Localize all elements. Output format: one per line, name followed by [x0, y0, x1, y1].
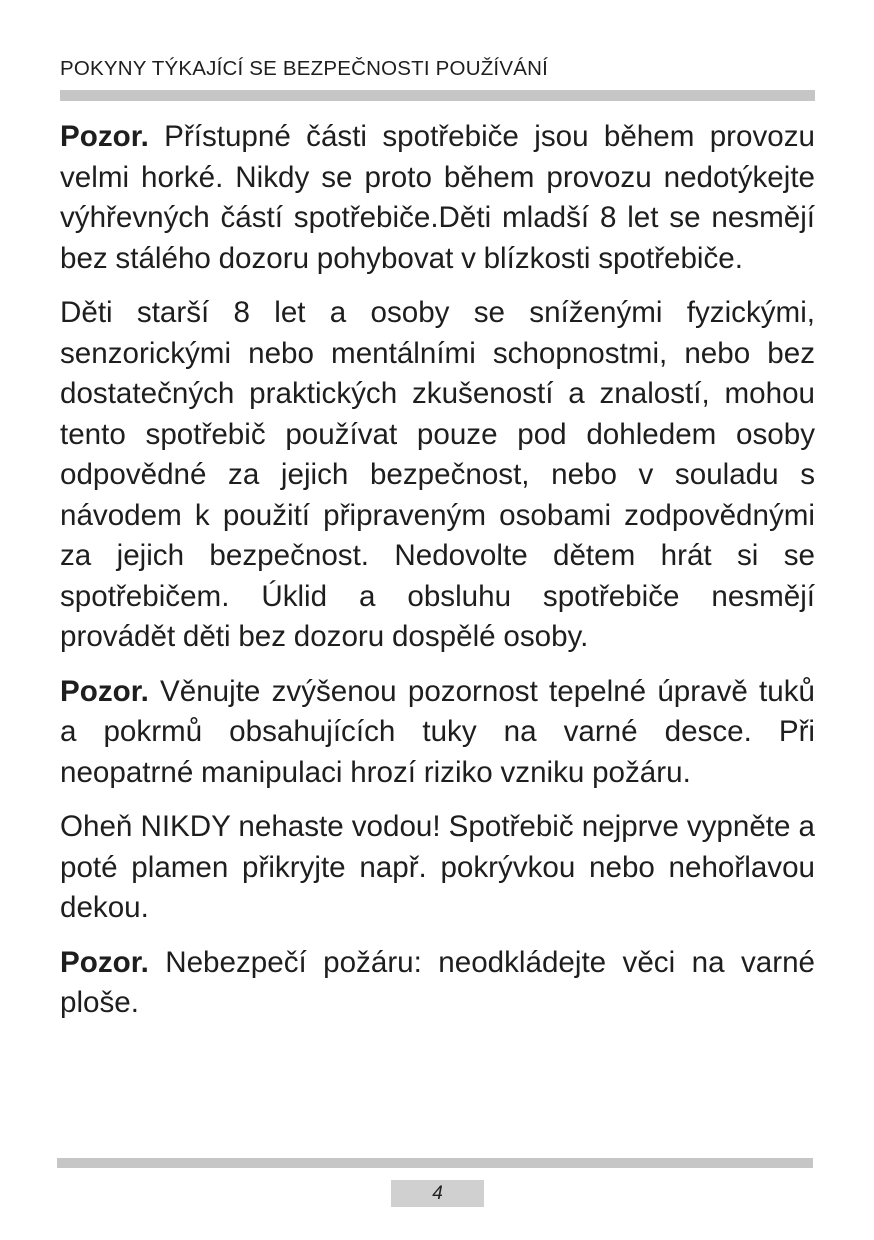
safety-instructions-body [60, 117, 815, 1038]
warning-lead: Pozor. [60, 674, 149, 708]
paragraph-text: Nebezpečí požáru: neodkládejte věci na varné ploše. [60, 945, 815, 1019]
paragraph-text: Věnujte zvýšenou pozornost tepelné úpravě tuků a pokrmů obsahujících tuky na varné desce. Při neopatrné manipulaci hrozí riziko vzniku požáru. [60, 674, 815, 789]
paragraph-children-and-persons [60, 293, 815, 658]
warning-lead: Pozor. [60, 120, 149, 153]
paragraph-fire-hazard-warning [60, 943, 815, 1024]
paragraph-text: Přístupné části spotřebiče jsou během provozu velmi horké. Nikdy se proto během provozu nedotýkejte výhřevných částí spotřebiče.Děti mladší 8 let se nesmějí bez stálého dozoru pohybovat v blízkosti spotřebiče. [60, 120, 815, 275]
paragraph-hot-parts-warning [60, 117, 815, 279]
page-number: 4 [391, 1180, 484, 1207]
footer-divider [57, 1158, 813, 1168]
paragraph-fat-cooking-warning [60, 672, 815, 794]
page-header [60, 56, 815, 101]
paragraph-text: Oheň NIKDY nehaste vodou! Spotřebič nejprve vypněte a poté plamen přikryjte např. pokrývkou nebo nehořlavou dekou. [60, 810, 815, 924]
page-title: POKYNY TÝKAJÍCÍ SE BEZPEČNOSTI POUŽÍVÁNÍ [60, 57, 548, 80]
paragraph-fire-water-warning [60, 807, 815, 929]
warning-lead: Pozor. [60, 945, 149, 979]
paragraph-text: Děti starší 8 let a osoby se sníženými fyzickými, senzorickými nebo mentálními schopnostmi, nebo bez dostatečných praktických zkušeností a znalostí, mohou tento spotřebič používat pouze pod dohledem osoby odpovědné za jejich bezpečnost, nebo v souladu s návodem k použití připraveným osobami zodpovědnými za jejich bezpečnost. Nedovolte dětem hrát si se spotřebičem. Úklid a obsluhu spotřebiče nesmějí provádět děti bez dozoru dospělé osoby. [60, 296, 815, 653]
header-divider [60, 90, 815, 101]
